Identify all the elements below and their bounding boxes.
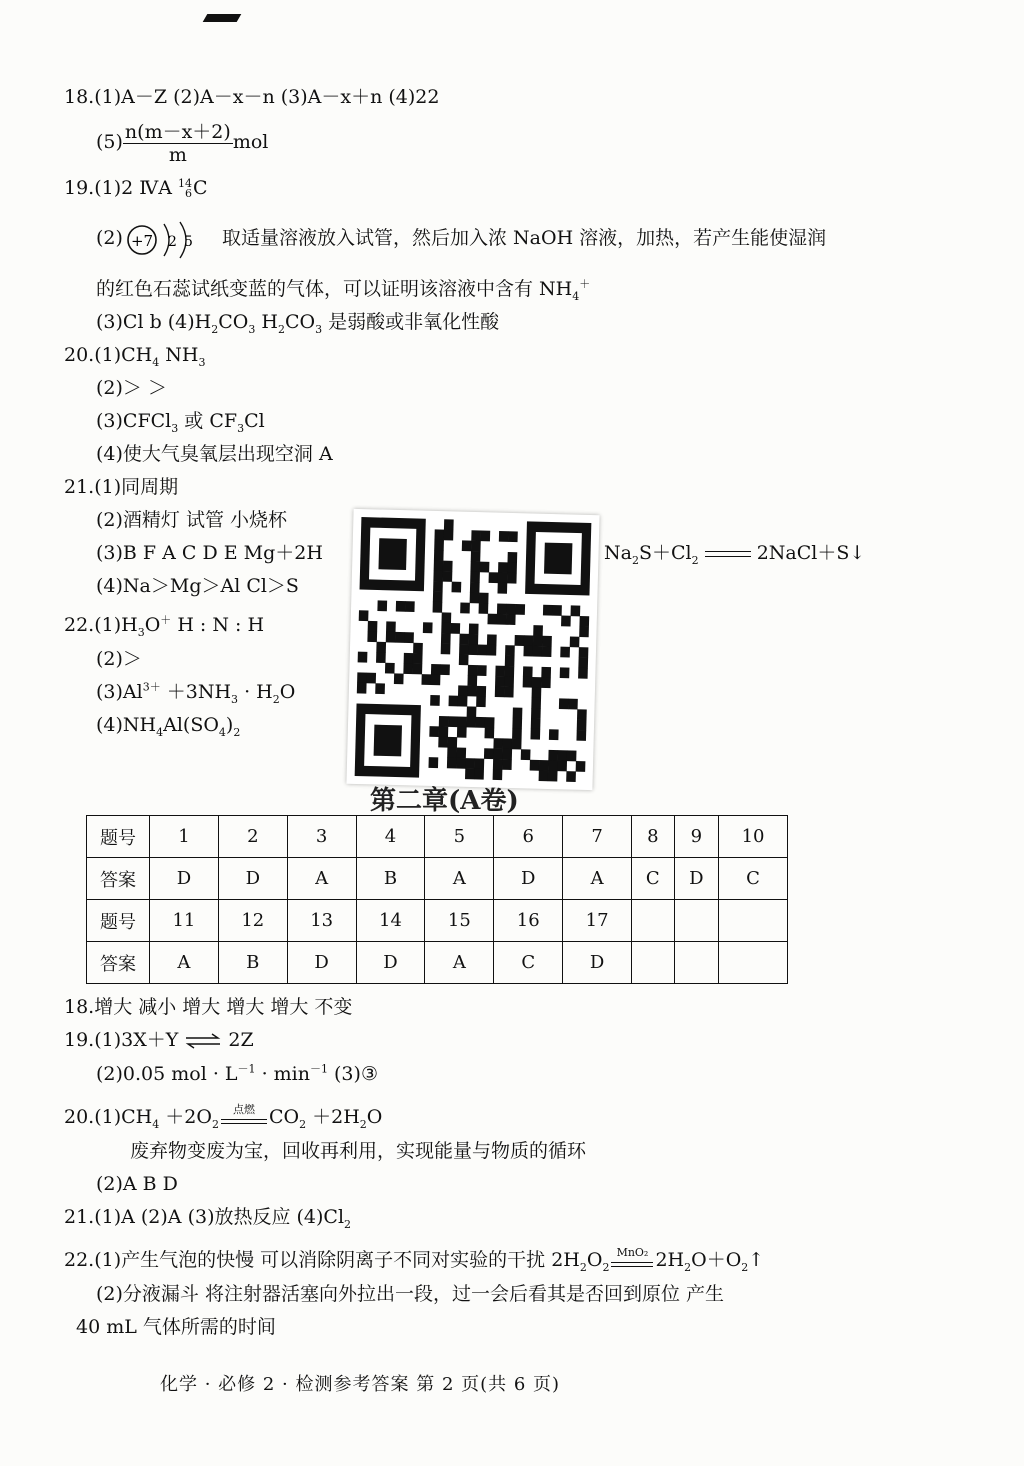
qr-code — [346, 509, 599, 790]
table-cell: 4 — [356, 816, 425, 858]
q22-line3: $(3)Al^{3+} +3NH_3 \cdot H_2O$ — [96, 680, 296, 706]
table-cell: 15 — [425, 900, 494, 942]
water-o: O — [279, 681, 296, 703]
table-cell: 10 — [719, 816, 788, 858]
q20-4-text: (4)使大气臭氧层出现空洞 A — [96, 443, 333, 465]
table-cell: C — [632, 858, 675, 900]
q21-2-text: (2)酒精灯 试管 小烧杯 — [96, 509, 287, 531]
table-cell: D — [674, 858, 718, 900]
q19-2-conclusion: 的红色石蕊试纸变蓝的气体，可以证明该溶液中含有 NH — [96, 278, 573, 300]
q18-line2 — [96, 118, 268, 166]
q20-2-text: (2)＞ ＞ — [96, 377, 167, 399]
h2o-term: ＋2H — [306, 1106, 360, 1128]
table-row — [87, 816, 788, 858]
table-row-label: 答案 — [87, 858, 150, 900]
q19-line3: 的红色石蕊试纸变蓝的气体，可以证明该溶液中含有 $NH_4^+$ — [96, 277, 591, 303]
q19-1-text: 19.(1)2 ⅣA — [64, 177, 178, 199]
table-cell: B — [356, 858, 425, 900]
oxygen-product: O＋O — [691, 1249, 742, 1271]
table-cell: 2 — [218, 816, 287, 858]
fraction-denominator: m — [168, 143, 187, 166]
table-cell: C — [494, 942, 563, 984]
table-row — [87, 858, 788, 900]
table-cell — [719, 900, 788, 942]
p2-q19-min: · min — [255, 1063, 310, 1085]
q21-line3-right: $Na_2S+Cl_2$ 2NaCl＋S↓ — [604, 542, 866, 567]
q19-2-label: (2) — [96, 227, 123, 249]
na2s-formula: Na — [604, 542, 632, 564]
table-cell: D — [494, 858, 563, 900]
table-cell — [632, 942, 675, 984]
co-formula: CO — [218, 311, 249, 333]
table-cell: 12 — [218, 900, 287, 942]
shell-2-count: 5 — [184, 234, 193, 250]
h-formula: H — [255, 311, 278, 333]
p2-q22-1-text: 22.(1)产生气泡的快慢 可以消除阴离子不同对实验的干扰 2H — [64, 1249, 580, 1271]
table-cell — [674, 900, 718, 942]
alum-close: ) — [225, 714, 234, 736]
answer-table — [86, 815, 788, 984]
table-cell — [674, 942, 718, 984]
table-cell: D — [563, 942, 632, 984]
p2-q19-3-text: (3)③ — [327, 1063, 378, 1085]
q19-2-method: 取适量溶液放入试管，然后加入浓 NaOH 溶液，加热，若产生能使湿润 — [222, 227, 827, 249]
p2-q21-text: 21.(1)A (2)A (3)放热反应 (4)Cl — [64, 1206, 345, 1228]
q21-line3 — [96, 541, 323, 565]
isotope-notation — [178, 179, 192, 199]
q21-line2 — [96, 508, 287, 532]
q20-line1: $20.(1)CH_4$ $NH_3$ — [64, 344, 206, 369]
table-row-label: 题号 — [87, 816, 150, 858]
p2-q20-line2 — [130, 1139, 586, 1163]
p2-q22-2-cont: 40 mL 气体所需的时间 — [76, 1316, 276, 1338]
q21-4-text: (4)Na＞Mg＞Al Cl＞S — [96, 575, 299, 597]
hydronium: O — [144, 614, 161, 636]
q20-3-cl: Cl — [244, 410, 265, 432]
p2-q22-line3 — [76, 1315, 276, 1339]
p2-q20-2-text: (2)A B D — [96, 1173, 178, 1195]
p2-q21: 21.(1)A (2)A (3)放热反应 $(4)Cl_2$ — [64, 1206, 352, 1231]
fraction-numerator: n(m－x＋2) — [124, 120, 231, 143]
table-cell: 17 — [563, 900, 632, 942]
chapter-title: 第二章(A卷) — [370, 786, 519, 816]
q21-products: 2NaCl＋S↓ — [756, 542, 866, 564]
co2-term: CO — [268, 1106, 300, 1128]
acid-explanation: 是弱酸或非氧化性酸 — [322, 311, 500, 333]
table-cell: 13 — [287, 900, 356, 942]
q19-2-text — [222, 226, 826, 250]
p2-q22-line2 — [96, 1282, 724, 1306]
q22-1-text: 22.(1)H — [64, 614, 138, 636]
table-cell: 6 — [494, 816, 563, 858]
p2-q19-2-text: (2)0.05 mol · L — [96, 1063, 238, 1085]
gas-arrow-icon: ↑ — [748, 1249, 765, 1271]
q19-line1 — [64, 176, 208, 200]
atom-structure-diagram — [124, 218, 210, 262]
q18-line1 — [64, 85, 439, 109]
q20-1-text: 20.(1)CH — [64, 344, 153, 366]
alum-formula: Al(SO — [163, 714, 219, 736]
table-cell: 16 — [494, 900, 563, 942]
scan-mark — [203, 14, 242, 22]
table-cell: B — [218, 942, 287, 984]
table-cell: 9 — [674, 816, 718, 858]
q22-4-text: (4)NH — [96, 714, 157, 736]
q19-3-4-text: (3)Cl b (4)H — [96, 311, 212, 333]
table-cell: 8 — [632, 816, 675, 858]
q21-3-text: (3)B F A C D E Mg＋2H — [96, 542, 323, 564]
q22-3-text: (3)Al — [96, 681, 143, 703]
element-symbol: C — [193, 177, 208, 199]
catalyst-condition — [609, 1246, 655, 1273]
q20-line3: (3)CFCl$_3$ 或 $CF_3Cl$ — [96, 410, 265, 435]
equals-sign — [705, 546, 751, 562]
table-cell: D — [218, 858, 287, 900]
catalyst-label: MnO₂ — [616, 1246, 649, 1259]
o2-term: ＋2O — [159, 1106, 212, 1128]
cl2-formula: S＋Cl — [638, 542, 692, 564]
nh3-term: ＋3NH — [160, 681, 232, 703]
table-cell: D — [150, 858, 219, 900]
p2-q18-text: 18.增大 减小 增大 增大 增大 不变 — [64, 996, 353, 1018]
table-cell: 11 — [150, 900, 219, 942]
q22-line1: $22.(1)H_3O^+$ H : N : H — [64, 613, 265, 639]
reaction-condition — [219, 1103, 269, 1130]
table-row — [87, 900, 788, 942]
q18-unit: mol — [232, 131, 269, 153]
q21-line4 — [96, 574, 299, 598]
condition-label: 点燃 — [232, 1103, 255, 1116]
p2-q19-product: 2Z — [228, 1029, 254, 1051]
table-row-label: 答案 — [87, 942, 150, 984]
q18-5-label: (5) — [96, 131, 123, 153]
q18-fraction — [123, 121, 233, 166]
mass-number: 14 — [178, 177, 192, 190]
q20-3-text: (3)CFCl — [96, 410, 172, 432]
table-cell: A — [287, 858, 356, 900]
q20-3-alt: 或 CF — [178, 410, 238, 432]
table-row-label: 题号 — [87, 900, 150, 942]
nucleus-charge: +7 — [130, 232, 154, 250]
qr-code-pattern — [346, 509, 599, 790]
table-cell: D — [287, 942, 356, 984]
table-cell: 1 — [150, 816, 219, 858]
table-cell: D — [356, 942, 425, 984]
p2-q20-1-text: 20.(1)CH — [64, 1106, 153, 1128]
page-footer: 化学 · 必修 2 · 检测参考答案 第 2 页(共 6 页) — [160, 1374, 561, 1395]
q21-line1 — [64, 475, 178, 499]
table-cell: A — [425, 858, 494, 900]
q22-2-text: (2)＞ — [96, 648, 142, 670]
table-row — [87, 942, 788, 984]
p2-q19-line2: (2)0.05 mol · $L^{-1} \cdot \min^{-1}$ (3)③ — [96, 1062, 378, 1085]
table-cell: 7 — [563, 816, 632, 858]
q21-1-text: 21.(1)同周期 — [64, 476, 179, 498]
table-cell — [632, 900, 675, 942]
h2o-o: O — [366, 1106, 383, 1128]
water-term: · H — [238, 681, 273, 703]
table-cell: 14 — [356, 900, 425, 942]
table-cell: 5 — [425, 816, 494, 858]
p2-q18 — [64, 995, 352, 1019]
q22-line2 — [96, 647, 142, 671]
p2-q19-line1 — [64, 1028, 254, 1052]
p2-q20-line1: $20.(1)CH_4 +2O_2$ 点燃 $CO_2 +2H_2O$ — [64, 1105, 382, 1130]
electron-formula: H : N : H — [171, 614, 265, 636]
atomic-number: 6 — [185, 187, 192, 200]
p2-q22-line1: 22.(1)产生气泡的快慢 可以消除阴离子不同对实验的干扰 $2H_2O_2$ MnO₂ $2H_2O+O_2↑$ — [64, 1248, 764, 1273]
q19-line4: (3)Cl b $(4)H_2CO_3$ $H_2CO_3$ 是弱酸或非氧化性酸 — [96, 311, 500, 336]
q19-line2 — [96, 226, 123, 250]
reversible-arrow-icon — [184, 1033, 222, 1049]
table-cell: A — [150, 942, 219, 984]
shell-1-count: 2 — [168, 234, 177, 250]
h2o2-o: O — [586, 1249, 603, 1271]
q22-line4: $(4)NH_4Al(SO_4)_2$ — [96, 714, 241, 739]
q20-line4 — [96, 442, 333, 466]
table-cell: 3 — [287, 816, 356, 858]
water-product: 2H — [655, 1249, 685, 1271]
p2-q19-1-text: 19.(1)3X＋Y — [64, 1029, 179, 1051]
p2-q20-significance: 废弃物变废为宝，回收再利用，实现能量与物质的循环 — [130, 1140, 587, 1162]
q20-line2 — [96, 376, 167, 400]
table-cell: A — [563, 858, 632, 900]
table-cell — [719, 942, 788, 984]
table-cell: C — [719, 858, 788, 900]
p2-q20-line3 — [96, 1172, 178, 1196]
table-cell: A — [425, 942, 494, 984]
p2-q22-2-text: (2)分液漏斗 将注射器活塞向外拉出一段，过一会后看其是否回到原位 产生 — [96, 1283, 724, 1305]
q18-answer-1-4: 18.(1)A－Z (2)A－x－n (3)A－x＋n (4)22 — [64, 86, 440, 108]
nh3-formula: NH — [159, 344, 199, 366]
